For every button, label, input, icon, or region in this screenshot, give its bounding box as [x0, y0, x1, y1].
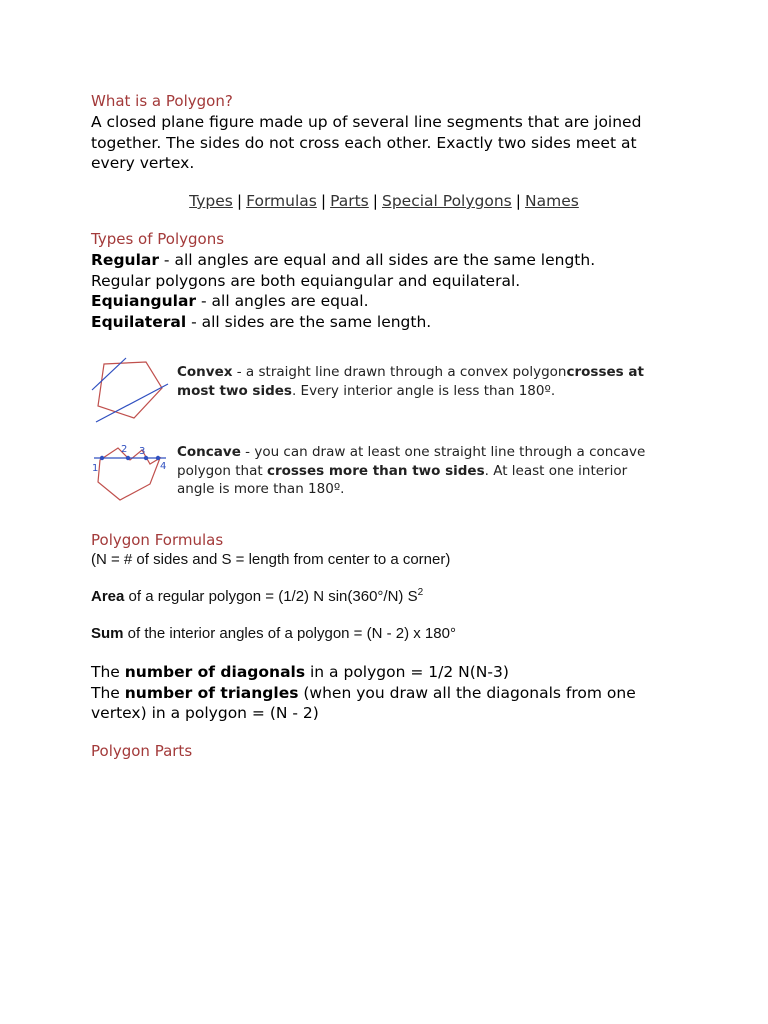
formulas-note: (N = # of sides and S = length from center to a corner) [91, 551, 451, 568]
concave-term: Concave [177, 444, 241, 460]
nav-link-special-polygons[interactable]: Special Polygons [382, 192, 512, 210]
diagonals-formula: The number of diagonals in a polygon = 1/2 N(N-3) [91, 663, 509, 681]
section-nav [0, 191, 768, 212]
nav-link-names[interactable]: Names [525, 192, 579, 210]
intersection-label: 1 [92, 463, 99, 474]
area-term: Area [91, 588, 125, 605]
regular-term: Regular [91, 251, 159, 269]
convex-line-b [96, 384, 168, 422]
intro-text: A closed plane figure made up of several line segments that are joined together. The sides do not cross each other. Exactly two sides meet at every vertex. [91, 113, 642, 172]
intro-title: What is a Polygon? [91, 92, 233, 110]
diagonals-triangles-formulas [91, 662, 671, 724]
concave-polygon-figure [90, 438, 170, 508]
equilateral-definition: Equilateral - all sides are the same length. [91, 312, 432, 331]
convex-polygon-figure [90, 356, 170, 426]
sum-term: Sum [91, 625, 124, 642]
convex-polygon-shape [98, 362, 162, 418]
intersection-point [126, 456, 130, 460]
parts-title: Polygon Parts [91, 742, 193, 760]
equilateral-term: Equilateral [91, 312, 187, 331]
concave-polygon-shape [98, 448, 160, 500]
nav-separator: | [320, 192, 327, 210]
convex-description: Convex - a straight line drawn through a convex polygoncrosses at most two sides. Every interior angle is less than 180º. [177, 364, 644, 399]
sum-formula: Sum of the interior angles of a polygon = (N - 2) x 180° [91, 625, 456, 642]
formulas-title: Polygon Formulas [91, 531, 224, 549]
nav-link-formulas[interactable]: Formulas [246, 192, 317, 210]
regular-definition: Regular - all angles are equal and all sides are the same length. [91, 251, 596, 269]
equiangular-definition: Equiangular - all angles are equal. [91, 292, 369, 310]
triangles-term: number of triangles [124, 683, 299, 702]
intersection-point [156, 456, 160, 460]
nav-separator: | [372, 192, 378, 210]
convex-line-a [92, 358, 126, 390]
area-exponent: 2 [417, 587, 424, 598]
nav-separator: | [515, 192, 521, 210]
intersection-label: 3 [139, 446, 146, 457]
triangles-formula: The number of triangles (when you draw all the diagonals from one vertex) in a polygon = (N - 2) [91, 683, 636, 722]
intersection-label: 2 [121, 444, 128, 455]
intersection-label: 4 [160, 461, 167, 472]
convex-term: Convex [177, 364, 233, 380]
nav-link-parts[interactable]: Parts [330, 192, 369, 210]
diagonals-term: number of diagonals [124, 663, 306, 681]
intersection-point [100, 456, 104, 460]
area-formula: Area of a regular polygon = (1/2) N sin(360°/N) $S^2$ [91, 587, 424, 605]
types-definitions [91, 250, 691, 332]
types-title: Types of Polygons [91, 230, 225, 248]
concave-description: Concave - you can draw at least one straight line through a concave polygon that crosses more than two sides. At least one interior angle is more than 180º. [177, 444, 646, 497]
regular-note: Regular polygons are both equiangular and equilateral. [91, 271, 521, 290]
equiangular-term: Equiangular [91, 292, 197, 310]
nav-link-types[interactable]: Types [189, 192, 233, 210]
nav-separator: | [236, 192, 243, 210]
